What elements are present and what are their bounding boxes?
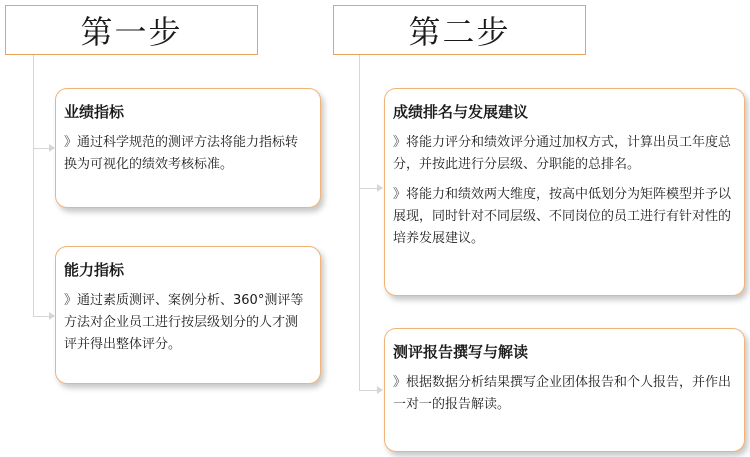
connector-step2-card2-arrow (377, 386, 383, 394)
step1-header (5, 5, 258, 55)
card-text: 》将能力和绩效两大维度，按高中低划分为矩阵模型并予以展现，同时针对不同层级、不同岗位的员工进行有针对性的培养发展建议。 (393, 187, 732, 246)
card-report-writing (384, 328, 745, 452)
card-ranking-and-suggestions (384, 88, 745, 296)
card-performance-indicators (55, 88, 321, 208)
card-text: 》通过科学规范的测评方法将能力指标转换为可视化的绩效考核标准。 (64, 135, 299, 172)
step2-title: 第二步 (408, 13, 511, 51)
step2-header (333, 5, 586, 55)
connector-step1-vertical (33, 55, 34, 317)
card-ability-indicators (55, 246, 321, 384)
card-text: 》根据数据分析结果撰写企业团体报告和个人报告，并作出一对一的报告解读。 (393, 375, 732, 412)
card-heading: 能力指标 (64, 261, 125, 279)
card-text: 》通过素质测评、案例分析、360°测评等方法对企业员工进行按层级划分的人才测评并得出整体评分。 (64, 293, 304, 352)
connector-step2-vertical (359, 55, 360, 391)
step1-title: 第一步 (80, 13, 183, 51)
card-text: 》将能力评分和绩效评分通过加权方式，计算出员工年度总分，并按此进行分层级、分职能的总排名。 (393, 135, 732, 172)
card-heading: 成绩排名与发展建议 (393, 103, 529, 121)
connector-step2-card1-arrow (377, 184, 383, 192)
card-heading: 测评报告撰写与解读 (393, 343, 529, 361)
card-heading: 业绩指标 (64, 103, 125, 121)
